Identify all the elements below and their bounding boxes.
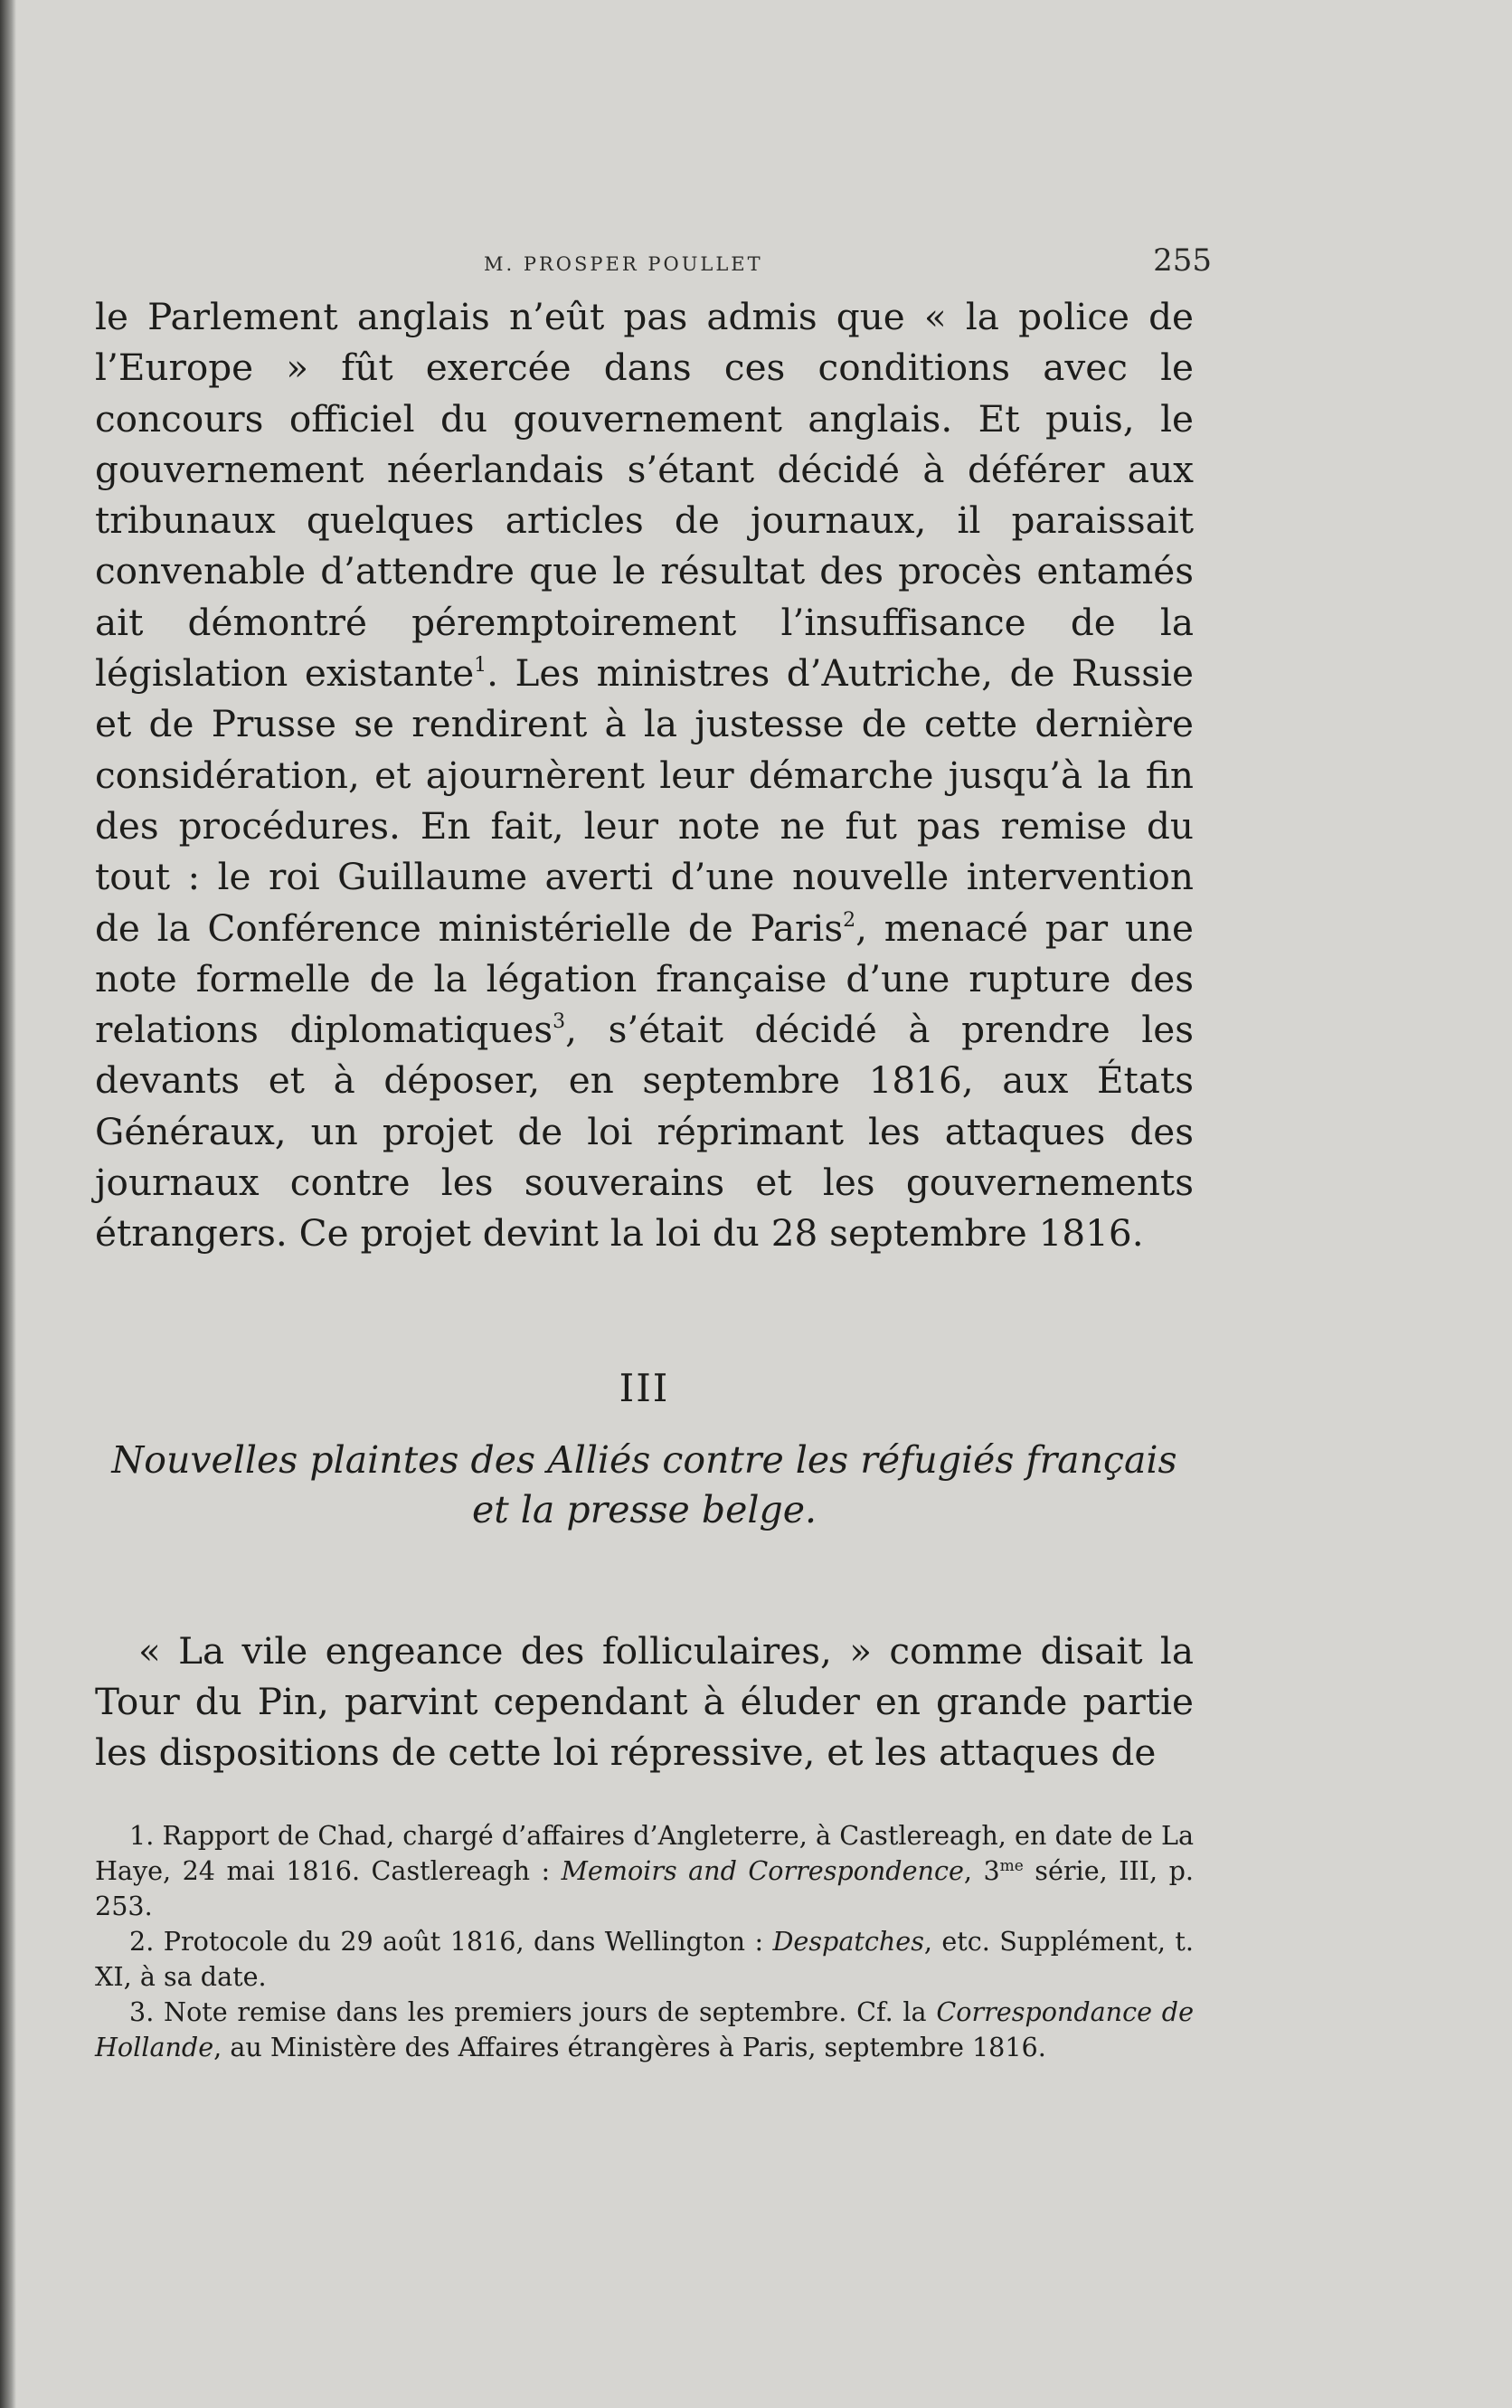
footnote-1: [95, 1818, 1194, 1924]
footnote-ref-2: 2: [843, 908, 856, 932]
footnote-3-text-b: , au Ministère des Affaires étrangères à Paris, septembre 1816.: [213, 2031, 1046, 2062]
paragraph-1-part-3: , menacé par une note formelle de la légation française d’une rupture des relations diplomatiques: [95, 905, 1194, 1052]
paragraph-1-part-4: , s’était décidé à prendre les devants et à déposer, en septembre 1816, aux États Généraux, un projet de loi réprimant les attaques des journaux contre les souverains et les gouvernements étrangers. Ce projet devint la loi du 28 septembre 1816.: [95, 1008, 1194, 1256]
footnote-ref-1: 1: [474, 654, 487, 678]
section-title-line-2: et la presse belge.: [471, 1487, 817, 1531]
paragraph-2-text: « La vile engeance des folliculaires, » comme disait la Tour du Pin, parvint cependant à éluder en grande partie les dispositions de cette loi répressive, et les attaques de: [95, 1628, 1194, 1775]
running-head: [95, 237, 1212, 291]
section-title-line-1: Nouvelles plaintes des Alliés contre les réfugiés français: [111, 1437, 1177, 1482]
footnote-2-italic: Despatches: [772, 1925, 924, 1957]
page-gutter-shadow: [0, 0, 16, 2408]
footnote-1-italic: Memoirs and Correspondence: [561, 1854, 964, 1886]
section-title: [95, 1436, 1194, 1535]
footnote-1-number: 1.: [129, 1819, 155, 1851]
footnote-1-text-c: série, III, p. 253.: [95, 1854, 1195, 1921]
footnotes: [95, 1818, 1194, 2065]
footnote-2-text-a: Protocole du 29 août 1816, dans Wellington :: [163, 1925, 764, 1957]
footnote-1-text-b: , 3: [963, 1854, 1000, 1886]
footnote-2-text-b: , etc. Supplément, t. XI, à sa date.: [95, 1925, 1194, 1992]
running-title: M. PROSPER POULLET: [484, 253, 763, 275]
section-number: III: [619, 1365, 670, 1410]
footnote-ref-3: 3: [553, 1010, 566, 1034]
body-paragraph-1: [95, 291, 1194, 1259]
text-block: [95, 237, 1212, 2065]
footnote-2-number: 2.: [129, 1925, 155, 1957]
footnote-3-italic: Correspondance de Hollande: [95, 1996, 1194, 2062]
body-paragraph-2: [95, 1626, 1194, 1778]
footnote-3-number: 3.: [129, 1996, 155, 2027]
footnote-2: [95, 1924, 1194, 1995]
footnote-1-superscript: me: [999, 1856, 1024, 1875]
footnote-3: [95, 1995, 1194, 2065]
footnote-3-text-a: Note remise dans les premiers jours de septembre. Cf. la: [164, 1996, 927, 2027]
paragraph-1-part-1: le Parlement anglais n’eût pas admis que « la police de l’Europe » fût exercée dans ces conditions avec le concours officiel du gouvernement anglais. Et puis, le gouvernement néerlandais s’étant décidé à déférer aux tribunaux quelques articles de journaux, il paraissait convenable d’attendre que le résultat des procès entamés ait démontré péremptoirement l’insuffisance de la législation existante: [95, 295, 1194, 696]
page-number: 255: [1153, 242, 1212, 279]
paragraph-1-part-2: . Les ministres d’Autriche, de Russie et de Prusse se rendirent à la justesse de cette dernière considération, et ajournèrent leur démarche jusqu’à la fin des procédures. En fait, leur note ne fut pas remise du tout : le roi Guillaume averti d’une nouvelle intervention de la Conférence ministérielle de Paris: [95, 651, 1194, 950]
footnote-1-text-a: Rapport de Chad, chargé d’affaires d’Angleterre, à Castlereagh, en date de La Haye, 24 mai 1816. Castlereagh :: [95, 1819, 1194, 1886]
